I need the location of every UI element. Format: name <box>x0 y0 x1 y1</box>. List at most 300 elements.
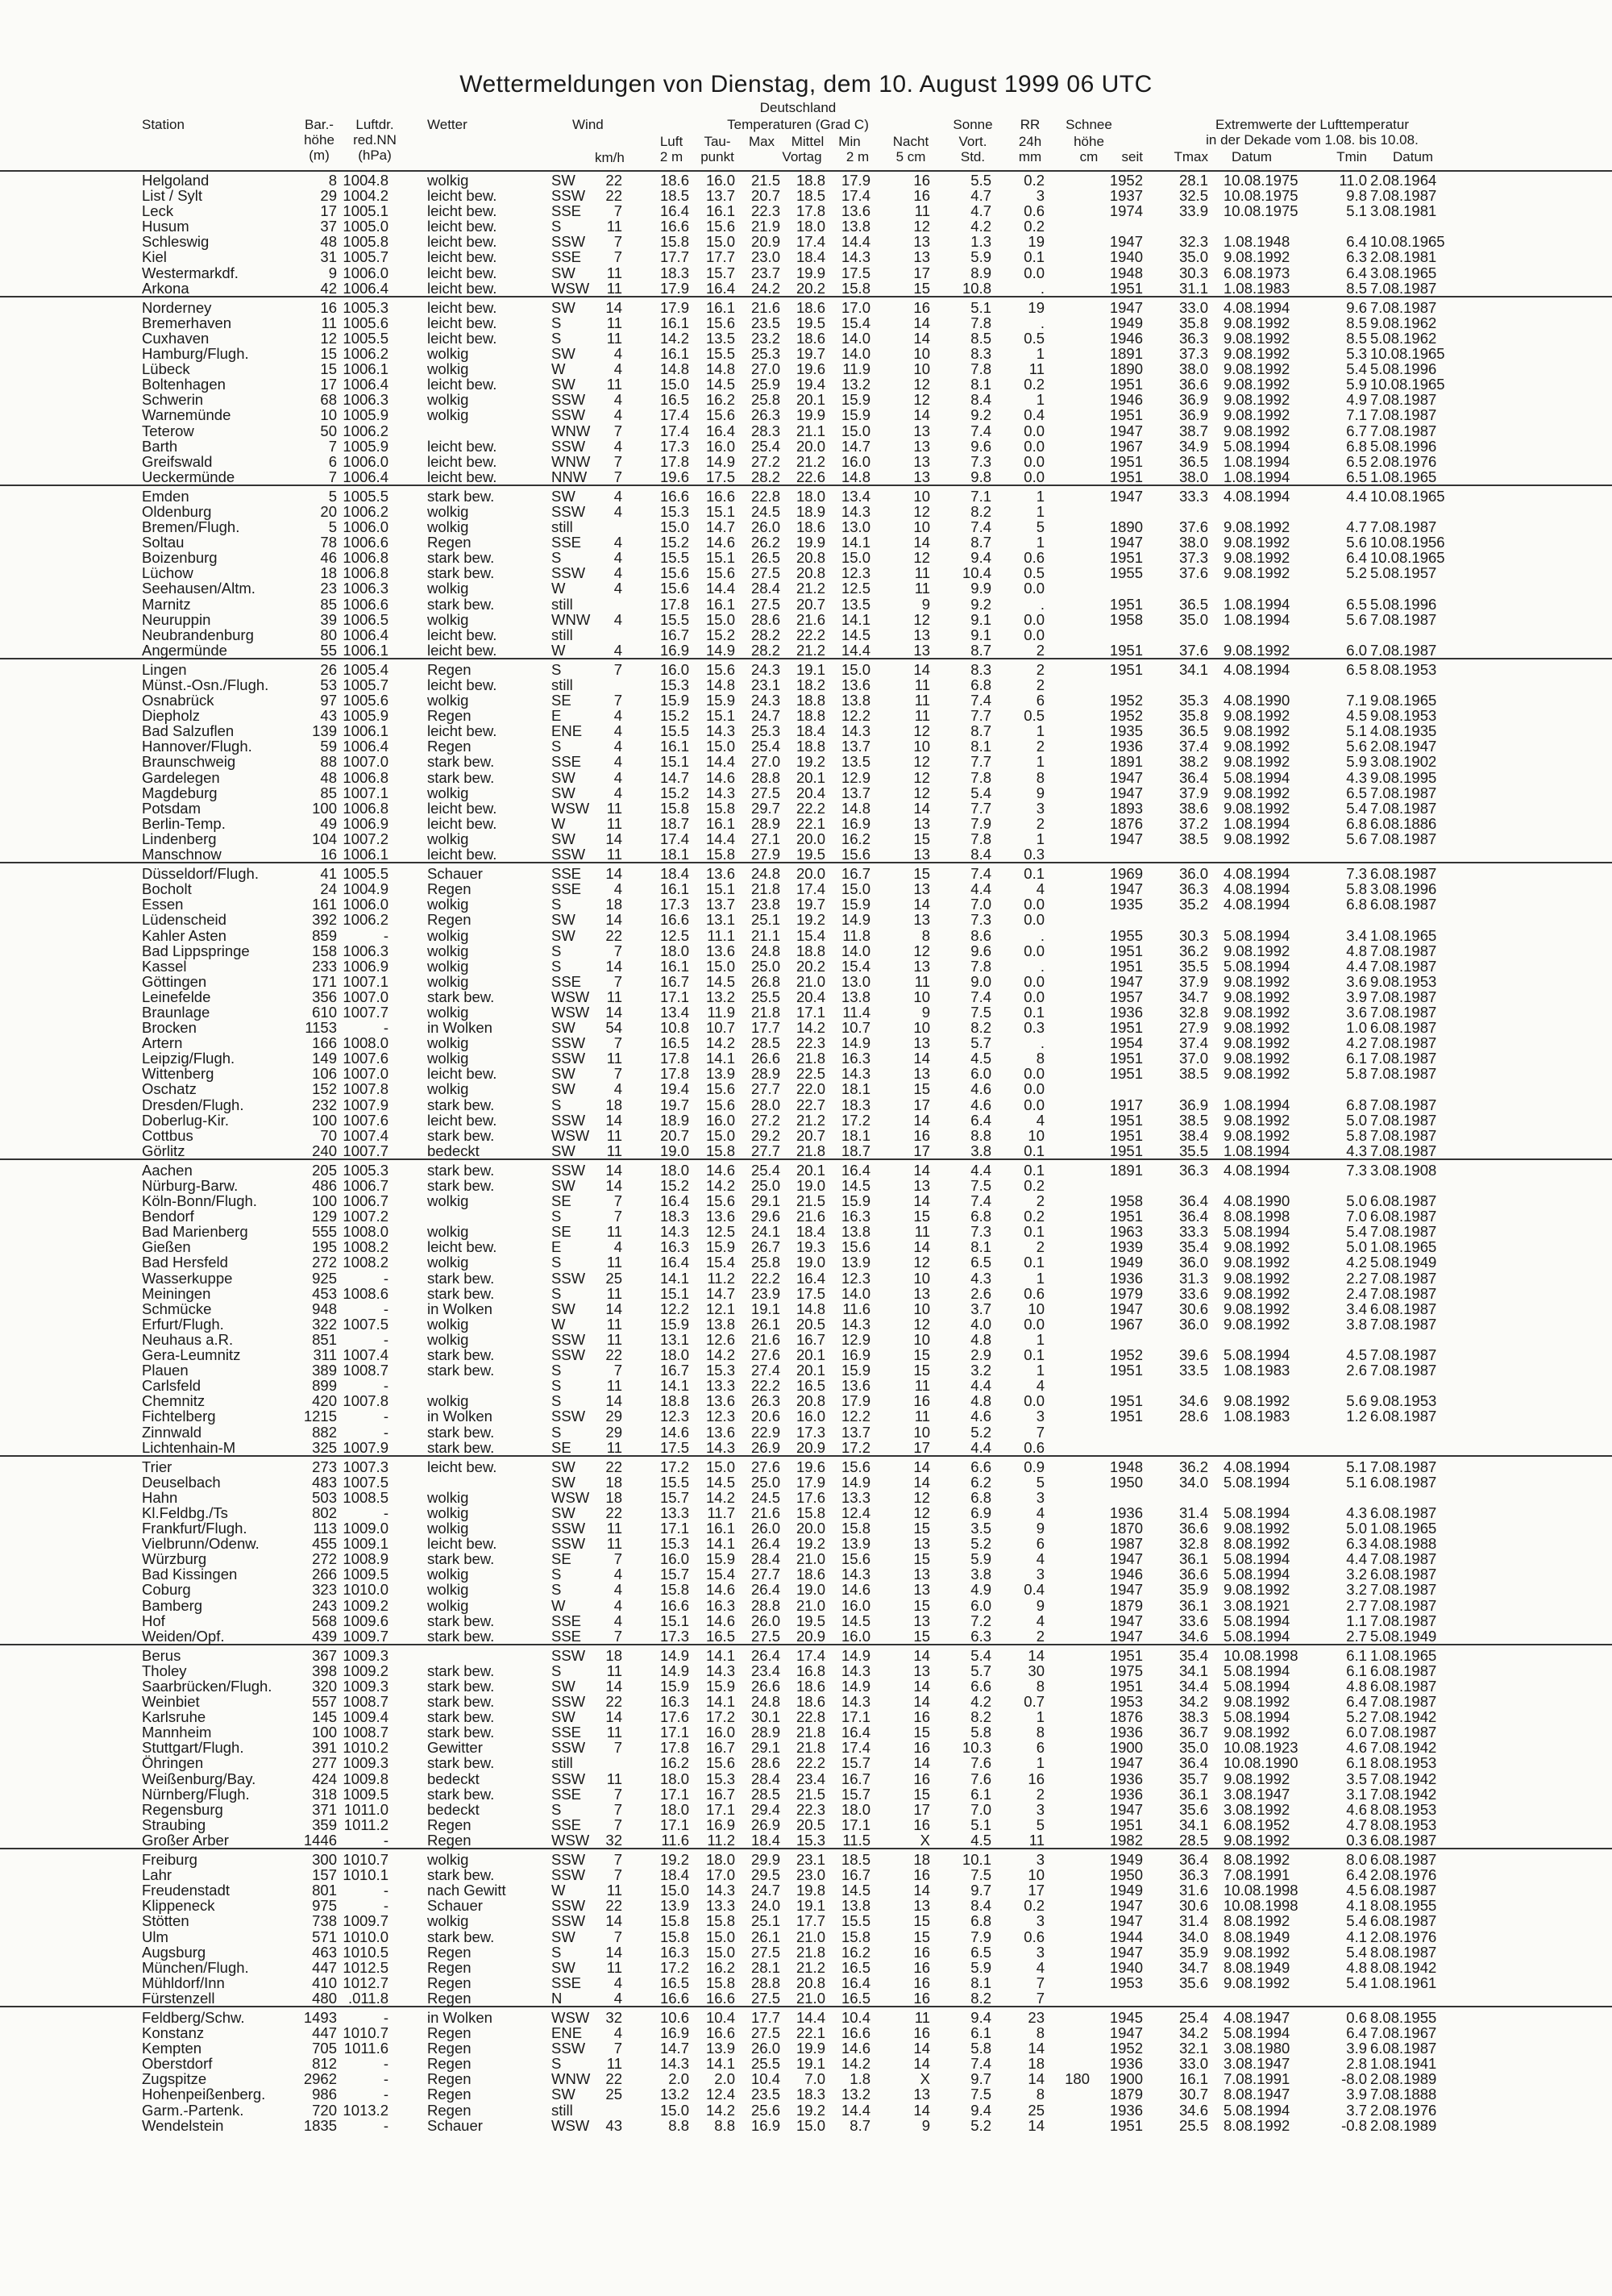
cell-record-since: 1951 <box>1109 1065 1143 1083</box>
cell-weather: Regen <box>427 2040 472 2057</box>
cell-temp-min: 15.8 <box>841 1928 870 1945</box>
cell-record-since: 1947 <box>1109 1550 1143 1568</box>
cell-temp-min: 15.9 <box>841 1362 870 1379</box>
cell-temp-min: 11.9 <box>842 360 870 378</box>
cell-record-tmax: 38.7 <box>1178 422 1208 439</box>
cell-record-tmin: 6.5 <box>1346 468 1367 485</box>
cell-record-tmin-date: 2.08.1989 <box>1370 2070 1437 2088</box>
cell-temp-min: 13.8 <box>841 1223 870 1241</box>
cell-air-temp: 15.3 <box>659 676 689 693</box>
cell-record-tmax: 28.1 <box>1178 172 1208 189</box>
cell-weather: stark bew. <box>427 1866 495 1884</box>
cell-pressure: 1005.4 <box>343 660 388 678</box>
cell-record-tmax: 32.8 <box>1178 1535 1208 1553</box>
cell-air-temp: 17.1 <box>659 1785 689 1803</box>
cell-precipitation: 14 <box>1028 2070 1045 2088</box>
cell-air-temp: 19.7 <box>659 1096 689 1113</box>
table-row <box>0 1208 1612 1224</box>
cell-record-tmax: 38.0 <box>1178 468 1208 485</box>
cell-temp-max: 24.8 <box>750 865 780 883</box>
cell-dew-point: 15.6 <box>705 1192 735 1210</box>
cell-sunshine: 3.2 <box>970 1362 991 1379</box>
cell-sunshine: 7.8 <box>970 830 991 847</box>
cell-record-since: 1946 <box>1109 391 1143 409</box>
cell-wind-speed: 11 <box>606 1050 622 1067</box>
header-schnee: Schnee <box>1066 117 1112 132</box>
cell-temp-min: 13.2 <box>841 2086 870 2103</box>
cell-sunshine: 6.5 <box>970 1254 991 1271</box>
cell-record-tmax-date: 9.08.1992 <box>1224 1300 1290 1317</box>
cell-barometer-height: 41 <box>320 865 337 883</box>
cell-wind-speed: 4 <box>613 641 622 659</box>
cell-record-tmin-date: 6.08.1987 <box>1370 1566 1437 1583</box>
cell-record-tmin-date: 3.08.1908 <box>1370 1161 1437 1179</box>
cell-weather: Regen <box>427 1943 472 1961</box>
cell-station: Bocholt <box>142 880 192 898</box>
cell-record-since: 1935 <box>1109 896 1143 913</box>
cell-temp-min: 14.7 <box>841 437 870 455</box>
cell-record-tmin: 6.4 <box>1346 264 1367 281</box>
cell-precipitation: 0.5 <box>1024 564 1045 582</box>
cell-wind-speed: 4 <box>613 549 622 567</box>
cell-night-temp: 13 <box>913 957 930 975</box>
cell-record-since: 1982 <box>1109 1831 1143 1849</box>
cell-sunshine: 7.8 <box>970 314 991 331</box>
cell-wind-direction: SW <box>551 1678 575 1695</box>
cell-record-tmax: 32.8 <box>1178 1003 1208 1021</box>
cell-record-since: 1951 <box>1109 279 1143 297</box>
cell-record-tmin-date: 6.08.1987 <box>1370 1851 1437 1869</box>
cell-record-since: 1947 <box>1109 1612 1143 1629</box>
cell-record-since: 1947 <box>1109 2024 1143 2042</box>
cell-dew-point: 14.3 <box>705 1882 735 1899</box>
cell-dew-point: 15.9 <box>705 1550 735 1568</box>
cell-temp-max: 28.4 <box>750 1550 780 1568</box>
cell-wind-direction: S <box>551 1096 562 1113</box>
cell-air-temp: 13.9 <box>659 1897 689 1915</box>
cell-record-tmax-date: 3.08.1947 <box>1224 2055 1290 2073</box>
cell-temp-mean: 19.9 <box>796 406 825 424</box>
cell-night-temp: 13 <box>913 437 930 455</box>
cell-record-tmax-date: 5.08.1994 <box>1224 1662 1290 1679</box>
cell-wind-direction: SSE <box>551 534 582 551</box>
cell-temp-min: 15.0 <box>841 422 870 439</box>
cell-dew-point: 16.3 <box>705 1596 735 1614</box>
cell-record-since: 1947 <box>1109 534 1143 551</box>
cell-temp-max: 26.0 <box>750 1520 780 1537</box>
cell-record-tmax: 33.3 <box>1178 487 1208 505</box>
cell-temp-mean: 19.2 <box>796 911 825 929</box>
table-row <box>0 1490 1612 1505</box>
cell-weather: stark bew. <box>427 1678 495 1695</box>
cell-record-tmin-date: 2.08.1947 <box>1370 738 1437 755</box>
cell-wind-direction: SW <box>551 1080 575 1098</box>
table-row <box>0 392 1612 407</box>
cell-temp-mean: 14.2 <box>796 1019 825 1037</box>
cell-temp-min: 12.2 <box>841 707 870 725</box>
cell-night-temp: 12 <box>913 1315 930 1333</box>
cell-precipitation: 4 <box>1036 1550 1045 1568</box>
cell-barometer-height: 17 <box>320 202 337 220</box>
cell-precipitation: 1 <box>1036 1330 1045 1348</box>
header-station: Station <box>142 117 185 132</box>
cell-air-temp: 15.3 <box>659 502 689 520</box>
cell-dew-point: 13.9 <box>705 1065 735 1083</box>
cell-station: Feldberg/Schw. <box>142 2008 245 2026</box>
cell-sunshine: 8.4 <box>970 1897 991 1915</box>
cell-temp-max: 25.0 <box>750 1177 780 1194</box>
cell-record-tmax: 35.7 <box>1178 1770 1208 1787</box>
cell-station: Essen <box>142 896 184 913</box>
cell-station: Köln-Bonn/Flugh. <box>142 1192 257 1210</box>
cell-dew-point: 15.0 <box>705 738 735 755</box>
cell-sunshine: 9.4 <box>970 549 991 567</box>
cell-temp-min: 18.0 <box>841 1800 870 1818</box>
cell-record-tmax-date: 1.08.1983 <box>1224 279 1290 297</box>
header-luft3: (hPa) <box>358 148 392 163</box>
cell-air-temp: 16.5 <box>659 1034 689 1052</box>
cell-precipitation: . <box>1040 279 1045 297</box>
cell-wind-direction: SSE <box>551 1627 582 1645</box>
table-row <box>0 597 1612 612</box>
cell-station: Dresden/Flugh. <box>142 1096 244 1113</box>
cell-sunshine: 7.8 <box>970 957 991 975</box>
cell-record-tmin: 5.6 <box>1346 830 1367 847</box>
cell-station: Emden <box>142 487 189 505</box>
table-row <box>0 1475 1612 1490</box>
cell-record-tmin-date: 5.08.1996 <box>1370 437 1437 455</box>
cell-record-tmax-date: 1.08.1994 <box>1224 814 1290 832</box>
cell-record-tmax: 36.4 <box>1178 1851 1208 1869</box>
cell-sunshine: 8.7 <box>970 534 991 551</box>
cell-record-since: 1955 <box>1109 564 1143 582</box>
cell-record-tmax: 36.3 <box>1178 1866 1208 1884</box>
cell-record-tmin: 5.8 <box>1346 1065 1367 1083</box>
cell-dew-point: 15.3 <box>705 1362 735 1379</box>
cell-wind-direction: SSW <box>551 1897 586 1915</box>
cell-weather: Regen <box>427 1989 472 2007</box>
cell-temp-min: 13.6 <box>841 676 870 693</box>
cell-record-tmax-date: 9.08.1992 <box>1224 1943 1290 1961</box>
cell-wind-direction: W <box>551 1315 566 1333</box>
cell-weather: stark bew. <box>427 1126 495 1144</box>
cell-station: Leck <box>142 202 174 220</box>
cell-precipitation: 0.0 <box>1024 896 1045 913</box>
cell-record-tmin: 4.3 <box>1346 1504 1367 1521</box>
cell-pressure: - <box>383 1269 388 1287</box>
cell-sunshine: 6.1 <box>970 1785 991 1803</box>
cell-temp-max: 26.1 <box>750 1315 780 1333</box>
cell-wind-direction: SSE <box>551 753 582 771</box>
cell-wind-speed: 14 <box>605 865 622 883</box>
cell-sunshine: 7.3 <box>970 911 991 929</box>
cell-weather: leicht bew. <box>427 202 497 220</box>
cell-sunshine: 9.1 <box>970 626 991 643</box>
cell-record-tmin: 5.6 <box>1346 534 1367 551</box>
cell-record-tmin-date: 2.08.1976 <box>1370 452 1437 470</box>
table-row <box>0 846 1612 862</box>
cell-weather: stark bew. <box>427 1693 495 1711</box>
cell-station: Erfurt/Flugh. <box>142 1315 224 1333</box>
cell-record-since: 1947 <box>1109 298 1143 316</box>
cell-temp-min: 15.0 <box>841 660 870 678</box>
cell-temp-max: 21.1 <box>750 926 780 944</box>
cell-record-tmax: 35.4 <box>1178 1646 1208 1664</box>
cell-pressure: 1011.2 <box>343 1816 388 1833</box>
cell-record-tmax-date: 5.08.1994 <box>1224 1708 1290 1726</box>
cell-precipitation: 2 <box>1036 676 1045 693</box>
cell-wind-direction: SE <box>551 1192 571 1210</box>
cell-wind-speed: 32 <box>605 2008 622 2026</box>
cell-wind-speed: 7 <box>613 1034 622 1052</box>
cell-air-temp: 16.6 <box>659 1989 689 2007</box>
cell-air-temp: 15.8 <box>659 1912 689 1930</box>
cell-air-temp: 13.4 <box>659 1003 689 1021</box>
cell-wind-direction: SSE <box>551 972 582 990</box>
cell-pressure: - <box>383 1408 388 1425</box>
cell-record-tmax: 36.4 <box>1178 768 1208 786</box>
cell-wind-speed: 11 <box>606 1315 622 1333</box>
cell-temp-min: 18.1 <box>841 1126 870 1144</box>
cell-barometer-height: 391 <box>312 1739 337 1757</box>
cell-night-temp: 14 <box>913 1473 930 1491</box>
cell-wind-speed: 14 <box>605 1943 622 1961</box>
cell-temp-mean: 20.5 <box>796 1315 825 1333</box>
header-punkt: punkt <box>700 149 734 164</box>
cell-dew-point: 16.2 <box>705 391 735 409</box>
cell-record-tmin: 11.0 <box>1339 172 1367 189</box>
cell-dew-point: 15.8 <box>705 1912 735 1930</box>
cell-pressure: 1005.5 <box>343 329 388 347</box>
cell-barometer-height: 272 <box>312 1550 337 1568</box>
cell-wind-direction: ENE <box>551 722 583 740</box>
cell-record-tmax-date: 9.08.1992 <box>1224 534 1290 551</box>
cell-temp-max: 26.3 <box>750 1392 780 1410</box>
cell-barometer-height: 447 <box>312 2024 337 2042</box>
cell-pressure: 1006.2 <box>343 911 388 929</box>
cell-wind-direction: SSW <box>551 1770 586 1787</box>
cell-wind-speed: 18 <box>605 1096 622 1113</box>
cell-precipitation: 2 <box>1036 1192 1045 1210</box>
cell-temp-mean: 16.7 <box>796 1330 825 1348</box>
header-wind: Wind <box>572 117 604 132</box>
cell-precipitation: 1 <box>1036 534 1045 551</box>
cell-record-tmin-date: 8.08.1953 <box>1370 1816 1437 1833</box>
cell-record-tmin-date: 9.08.1953 <box>1370 1392 1437 1410</box>
cell-air-temp: 17.1 <box>659 1520 689 1537</box>
cell-record-since: 1975 <box>1109 1662 1143 1679</box>
cell-record-tmax: 35.3 <box>1178 692 1208 709</box>
cell-record-tmin: 0.3 <box>1346 1831 1367 1849</box>
cell-record-tmin: 4.8 <box>1346 1958 1367 1976</box>
cell-station: Wendelstein <box>142 2116 224 2134</box>
cell-wind-direction: NNW <box>551 468 588 485</box>
cell-record-tmin: 6.1 <box>1346 1050 1367 1067</box>
cell-air-temp: 16.3 <box>659 1238 689 1256</box>
cell-record-tmax: 34.0 <box>1178 1473 1208 1491</box>
cell-temp-max: 24.0 <box>750 1897 780 1915</box>
cell-wind-direction: SSW <box>551 1269 586 1287</box>
cell-record-tmin-date: 3.08.1965 <box>1370 264 1437 281</box>
cell-wind-direction: S <box>551 314 562 331</box>
cell-night-temp: 12 <box>913 1504 930 1521</box>
cell-barometer-height: 948 <box>312 1300 337 1317</box>
table-row <box>0 1316 1612 1332</box>
cell-wind-speed: 22 <box>605 1504 622 1521</box>
cell-dew-point: 15.6 <box>705 314 735 331</box>
cell-dew-point: 16.1 <box>705 814 735 832</box>
cell-record-tmax-date: 9.08.1992 <box>1224 830 1290 847</box>
cell-dew-point: 14.8 <box>705 360 735 378</box>
cell-record-since: 1952 <box>1109 2040 1143 2057</box>
cell-air-temp: 16.4 <box>659 1254 689 1271</box>
cell-temp-mean: 20.0 <box>796 437 825 455</box>
cell-record-tmin: 5.6 <box>1346 1392 1367 1410</box>
cell-record-tmax-date: 5.08.1994 <box>1224 926 1290 944</box>
cell-night-temp: 14 <box>913 2055 930 2073</box>
cell-dew-point: 14.4 <box>705 830 735 847</box>
cell-record-tmin-date: 7.08.1987 <box>1370 298 1437 316</box>
cell-temp-max: 23.5 <box>750 314 780 331</box>
cell-night-temp: 13 <box>913 248 930 266</box>
cell-precipitation: 0.4 <box>1024 1581 1045 1599</box>
cell-temp-min: 16.2 <box>841 830 870 847</box>
cell-temp-min: 12.4 <box>841 1504 870 1521</box>
cell-wind-speed: 4 <box>613 1596 622 1614</box>
cell-night-temp: 15 <box>913 1928 930 1945</box>
table-row <box>0 346 1612 361</box>
cell-temp-mean: 22.7 <box>796 1096 825 1113</box>
table-row <box>0 1347 1612 1362</box>
cell-dew-point: 16.0 <box>705 1111 735 1129</box>
cell-night-temp: 15 <box>913 1912 930 1930</box>
table-row <box>0 534 1612 550</box>
cell-temp-mean: 20.9 <box>796 1627 825 1645</box>
cell-record-since: 1936 <box>1109 1269 1143 1287</box>
cell-night-temp: 12 <box>913 1254 930 1271</box>
cell-pressure: 1009.1 <box>343 1535 388 1553</box>
cell-barometer-height: 139 <box>312 722 337 740</box>
cell-weather: Regen <box>427 1831 472 1849</box>
cell-record-tmax-date: 5.08.1994 <box>1224 1550 1290 1568</box>
cell-air-temp: 16.1 <box>659 314 689 331</box>
cell-wind-direction: SSE <box>551 1974 582 1991</box>
cell-temp-min: 15.6 <box>841 1550 870 1568</box>
cell-record-tmax-date: 1.08.1994 <box>1224 468 1290 485</box>
cell-dew-point: 15.0 <box>705 1126 735 1144</box>
cell-barometer-height: 398 <box>312 1662 337 1679</box>
cell-temp-min: 18.5 <box>841 1851 870 1869</box>
cell-record-tmax-date: 9.08.1992 <box>1224 1003 1290 1021</box>
cell-air-temp: 17.9 <box>659 279 689 297</box>
cell-dew-point: 8.8 <box>714 2116 735 2134</box>
cell-sunshine: 6.8 <box>970 1208 991 1225</box>
cell-weather: wolkig <box>427 1566 469 1583</box>
cell-wind-direction: SSW <box>551 1693 586 1711</box>
cell-precipitation: 0.0 <box>1024 580 1045 597</box>
cell-wind-speed: 11 <box>606 1223 622 1241</box>
cell-precipitation: 0.0 <box>1024 911 1045 929</box>
cell-record-tmax: 38.5 <box>1178 1065 1208 1083</box>
cell-record-tmax: 30.6 <box>1178 1300 1208 1317</box>
table-header <box>0 0 1612 173</box>
cell-night-temp: 13 <box>913 233 930 251</box>
cell-wind-direction: SW <box>551 911 575 929</box>
cell-temp-max: 23.4 <box>750 1662 780 1679</box>
cell-wind-speed: 4 <box>613 880 622 898</box>
cell-night-temp: 9 <box>921 2116 930 2134</box>
cell-pressure: 1012.5 <box>343 1958 388 1976</box>
cell-temp-max: 25.5 <box>750 2055 780 2073</box>
cell-temp-min: 14.3 <box>841 1315 870 1333</box>
table-row <box>0 249 1612 264</box>
cell-station: Angermünde <box>142 641 227 659</box>
cell-precipitation: 0.1 <box>1024 1223 1045 1241</box>
cell-station: Zinnwald <box>142 1423 202 1441</box>
cell-night-temp: 18 <box>913 1851 930 1869</box>
cell-wind-speed: 14 <box>605 957 622 975</box>
cell-record-since: 1940 <box>1109 248 1143 266</box>
cell-temp-min: 10.7 <box>841 1019 870 1037</box>
cell-pressure: 1005.8 <box>343 233 388 251</box>
table-row <box>0 1128 1612 1143</box>
cell-night-temp: 13 <box>913 468 930 485</box>
cell-sunshine: 7.9 <box>970 1928 991 1945</box>
cell-temp-min: 13.8 <box>841 988 870 1005</box>
table-row <box>0 1975 1612 1990</box>
cell-record-tmin-date: 6.08.1987 <box>1370 1831 1437 1849</box>
cell-station: Saarbrücken/Flugh. <box>142 1678 272 1695</box>
cell-record-tmax-date: 8.08.1949 <box>1224 1958 1290 1976</box>
cell-night-temp: 10 <box>913 738 930 755</box>
cell-night-temp: 14 <box>913 1646 930 1664</box>
cell-record-tmin: 6.5 <box>1346 784 1367 801</box>
cell-station: Coburg <box>142 1581 191 1599</box>
cell-air-temp: 15.5 <box>659 1473 689 1491</box>
cell-sunshine: 7.6 <box>970 1770 991 1787</box>
cell-barometer-height: 149 <box>312 1050 337 1067</box>
cell-barometer-height: 24 <box>320 880 337 898</box>
cell-pressure: 1012.7 <box>343 1974 388 1991</box>
cell-weather: wolkig <box>427 1192 469 1210</box>
cell-barometer-height: 318 <box>312 1785 337 1803</box>
cell-air-temp: 10.8 <box>659 1019 689 1037</box>
cell-record-tmin-date: 5.08.1996 <box>1370 595 1437 613</box>
cell-record-tmin: 4.3 <box>1346 1142 1367 1159</box>
cell-temp-min: 15.9 <box>841 406 870 424</box>
cell-air-temp: 12.5 <box>659 926 689 944</box>
cell-record-tmin-date: 7.08.1987 <box>1370 1269 1437 1287</box>
cell-dew-point: 15.6 <box>705 1080 735 1098</box>
cell-record-tmax-date: 9.08.1992 <box>1224 641 1290 659</box>
cell-weather: wolkig <box>427 1392 469 1410</box>
cell-record-since: 1939 <box>1109 1238 1143 1256</box>
cell-barometer-height: 503 <box>312 1488 337 1506</box>
cell-record-since: 1948 <box>1109 1458 1143 1475</box>
table-row <box>0 376 1612 392</box>
table-row <box>0 2086 1612 2102</box>
cell-record-tmin-date: 5.08.1949 <box>1370 1627 1437 1645</box>
cell-sunshine: 7.4 <box>970 988 991 1005</box>
cell-precipitation: . <box>1040 926 1045 944</box>
cell-station: Hohenpeißenberg. <box>142 2086 266 2103</box>
cell-record-tmin-date: 7.08.1987 <box>1370 1034 1437 1052</box>
cell-record-tmax: 30.3 <box>1178 926 1208 944</box>
cell-air-temp: 14.2 <box>659 329 689 347</box>
cell-weather: Schauer <box>427 865 483 883</box>
cell-night-temp: 16 <box>913 1958 930 1976</box>
cell-temp-max: 26.1 <box>750 1928 780 1945</box>
